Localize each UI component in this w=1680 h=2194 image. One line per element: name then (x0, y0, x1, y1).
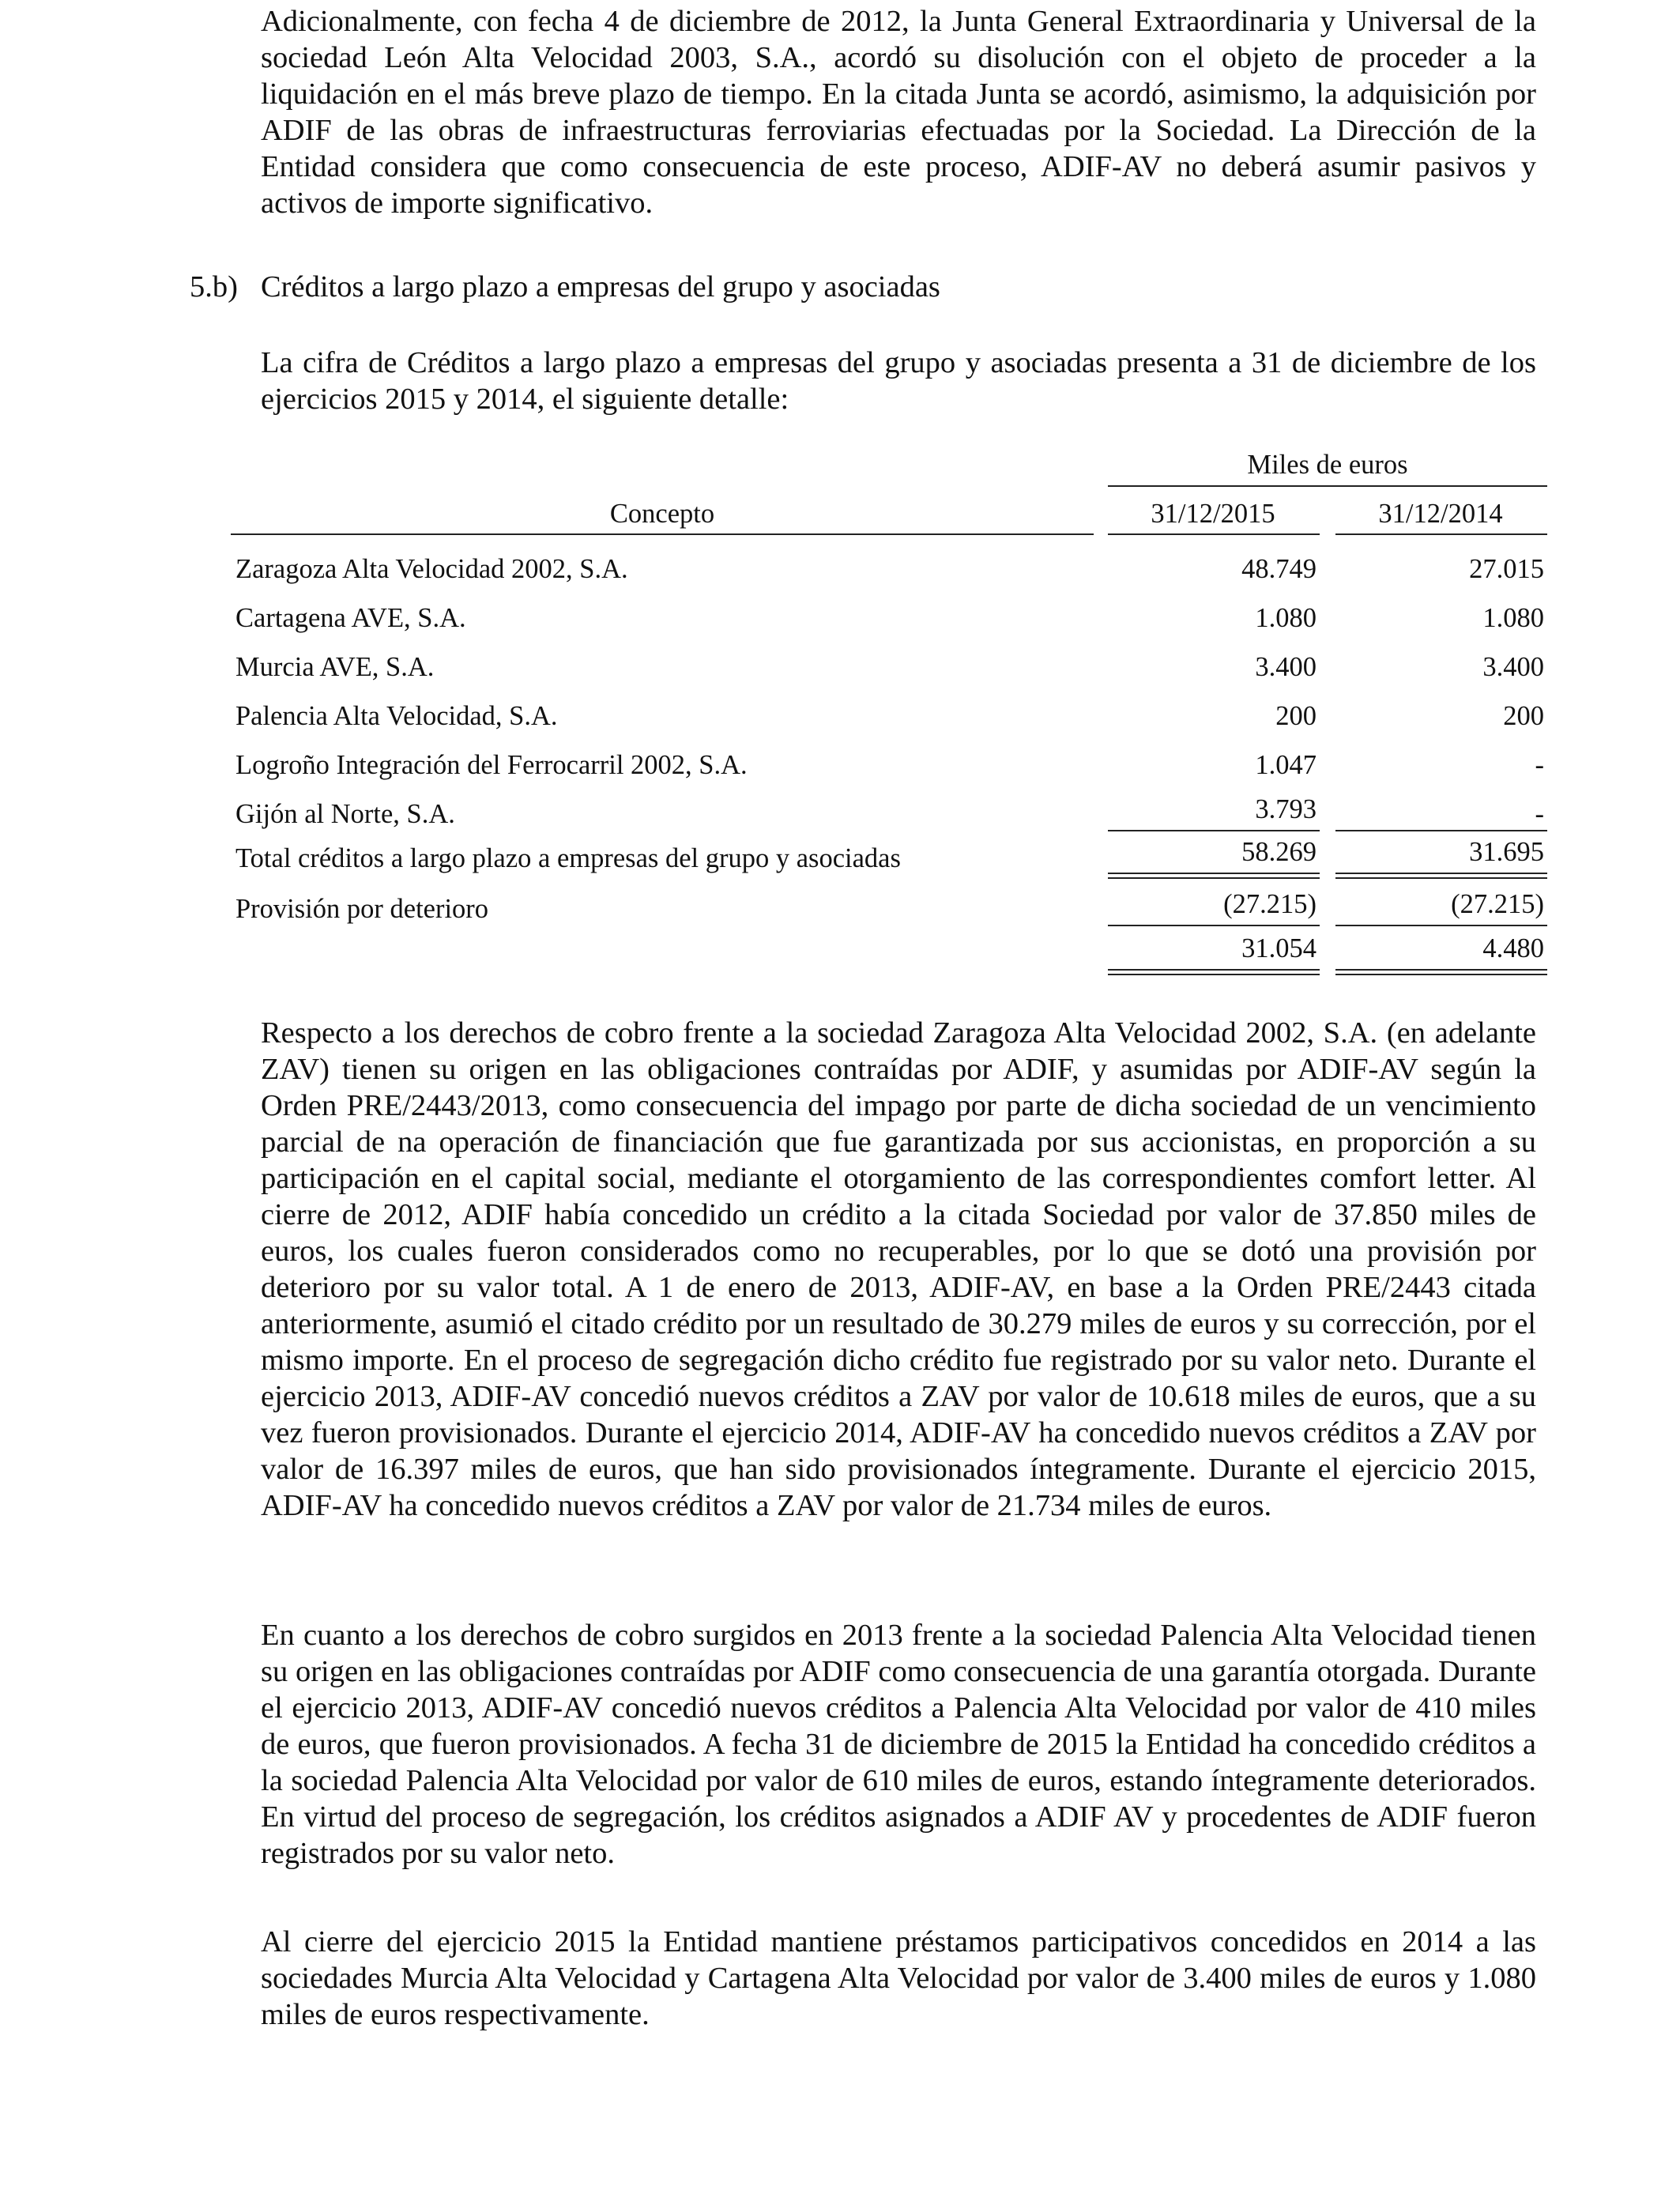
provision-cell-2014: (27.215) (1451, 889, 1544, 919)
unit-header-rule (1108, 485, 1547, 487)
table-cell-2015: 200 (1275, 701, 1317, 731)
table-intro-paragraph: La cifra de Créditos a largo plazo a empresas del grupo y asociadas presenta a 31 de diciembre de los ejercicios 2015 y 2014, el siguiente detalle: (261, 346, 1536, 416)
participative-loans-paragraph: Al cierre del ejercicio 2015 la Entidad mantiene préstamos participativos concedidos en 2014 a las sociedades Murcia Alta Velocidad y Cartagena Alta Velocidad por valor de 3.400 miles de euros y 1.080 miles de euros respectivamente. (261, 1925, 1536, 2031)
intro-paragraph: Adicionalmente, con fecha 4 de diciembre de 2012, la Junta General Extraordinaria y Universal de la sociedad León Alta Velocidad 2003, S.A., acordó su disolución con el objeto de proceder a la liquidación en el más breve plazo de tiempo. En la citada Junta se acordó, asimismo, la adquisición por ADIF de las obras de infraestructuras ferroviarias efectuadas por la Sociedad. La Dirección de la Entidad considera que como consecuencia de este proceso, ADIF-AV no deberá asumir pasivos y activos de importe significativo. (261, 5, 1536, 220)
subtotal-rule-2015 (1108, 830, 1320, 831)
net-double-rule-2014 (1335, 969, 1547, 975)
table-cell-2014: 27.015 (1469, 554, 1544, 584)
col-2015-header: 31/12/2015 (1151, 499, 1275, 529)
col-2014-header-rule (1335, 533, 1547, 535)
table-cell-2014: 200 (1503, 701, 1544, 731)
net-cell-2015: 31.054 (1241, 933, 1317, 963)
unit-header: Miles de euros (1247, 450, 1408, 480)
table-cell-2014: - (1535, 799, 1544, 829)
provision-row-label: Provisión por deterioro (235, 894, 489, 924)
table-row-label: Murcia AVE, S.A. (235, 652, 435, 682)
table-cell-2015: 48.749 (1241, 554, 1317, 584)
table-cell-2015: 3.793 (1255, 794, 1317, 824)
concept-header: Concepto (609, 499, 715, 529)
palencia-paragraph: En cuanto a los derechos de cobro surgidos en 2013 frente a la sociedad Palencia Alta Velocidad tienen su origen en las obligaciones contraídas por ADIF como consecuencia de una garantía otorgada. Durante el ejercicio 2013, ADIF-AV concedió nuevos créditos a Palencia Alta Velocidad por valor de 410 miles de euros, que fueron provisionados. A fecha 31 de diciembre de 2015 la Entidad ha concedido créditos a la sociedad Palencia Alta Velocidad por valor de 610 miles de euros, estando íntegramente deteriorados. En virtud del proceso de segregación, los créditos asignados a ADIF AV y procedentes de ADIF fueron registrados por su valor neto. (261, 1619, 1536, 1870)
table-row-label: Gijón al Norte, S.A. (235, 799, 455, 829)
total-double-rule-2015 (1108, 873, 1320, 879)
concept-header-rule (231, 533, 1094, 535)
table-row-label: Cartagena AVE, S.A. (235, 603, 466, 633)
table-row-label: Zaragoza Alta Velocidad 2002, S.A. (235, 554, 628, 584)
net-cell-2014: 4.480 (1482, 933, 1544, 963)
table-row-label: Logroño Integración del Ferrocarril 2002, S.A. (235, 750, 748, 780)
provision-rule-2014 (1335, 925, 1547, 926)
table-cell-2015: 1.080 (1255, 603, 1317, 633)
col-2014-header: 31/12/2014 (1378, 499, 1503, 529)
provision-cell-2015: (27.215) (1223, 889, 1317, 919)
table-cell-2015: 1.047 (1255, 750, 1317, 780)
subtotal-rule-2014 (1335, 830, 1547, 831)
table-cell-2014: 3.400 (1482, 652, 1544, 682)
section-number: 5.b) (190, 270, 238, 303)
table-cell-2014: 1.080 (1482, 603, 1544, 633)
col-2015-header-rule (1108, 533, 1320, 535)
total-double-rule-2014 (1335, 873, 1547, 879)
table-cell-2015: 3.400 (1255, 652, 1317, 682)
table-cell-2014: - (1535, 750, 1544, 780)
total-cell-2014: 31.695 (1469, 837, 1544, 867)
total-row-label: Total créditos a largo plazo a empresas del grupo y asociadas (235, 843, 901, 873)
provision-rule-2015 (1108, 925, 1320, 926)
zav-paragraph: Respecto a los derechos de cobro frente a la sociedad Zaragoza Alta Velocidad 2002, S.A. (en adelante ZAV) tienen su origen en las obligaciones contraídas por ADIF, y asumidas por ADIF-AV según la Orden PRE/2443/2013, como consecuencia del impago por parte de dicha sociedad de un vencimiento parcial de na operación de financiación que fue garantizada por sus accionistas, en proporción a su participación en el capital social, mediante el otorgamiento de las correspondientes comfort letter. Al cierre de 2012, ADIF había concedido un crédito a la citada Sociedad por valor de 37.850 miles de euros, los cuales fueron considerados como no recuperables, por lo que se dotó una provisión por deterioro por su valor total. A 1 de enero de 2013, ADIF-AV, en base a la Orden PRE/2443 citada anteriormente, asumió el citado crédito por un resultado de 30.279 miles de euros y su corrección, por el mismo importe. En el proceso de segregación dicho crédito fue registrado por su valor neto. Durante el ejercicio 2013, ADIF-AV concedió nuevos créditos a ZAV por valor de 10.618 miles de euros, que a su vez fueron provisionados. Durante el ejercicio 2014, ADIF-AV ha concedido nuevos créditos a ZAV por valor de 16.397 miles de euros, que han sido provisionados íntegramente. Durante el ejercicio 2015, ADIF-AV ha concedido nuevos créditos a ZAV por valor de 21.734 miles de euros. (261, 1016, 1536, 1522)
table-row-label: Palencia Alta Velocidad, S.A. (235, 701, 558, 731)
credits-table (0, 0, 1680, 1027)
section-title: Créditos a largo plazo a empresas del grupo y asociadas (261, 270, 940, 303)
net-double-rule-2015 (1108, 969, 1320, 975)
total-cell-2015: 58.269 (1241, 837, 1317, 867)
